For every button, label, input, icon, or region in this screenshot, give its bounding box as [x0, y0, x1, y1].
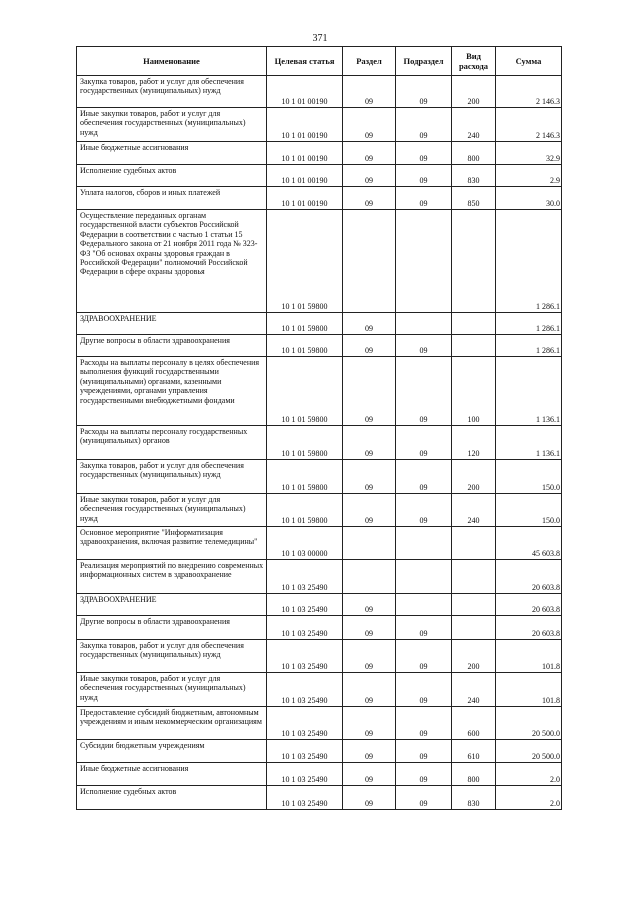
table-row [77, 165, 562, 187]
table-row [77, 616, 562, 640]
row-sum: 1 136.1 [496, 357, 562, 426]
row-code: 10 1 01 00190 [267, 187, 343, 210]
row-sum: 45 603.8 [496, 527, 562, 560]
header-razdel: Раздел [343, 47, 396, 76]
header-name: Наименование [77, 47, 267, 76]
row-podrazdel: 09 [396, 187, 452, 210]
row-razdel: 09 [343, 786, 396, 810]
row-vid: 610 [452, 740, 496, 763]
row-podrazdel: 09 [396, 740, 452, 763]
row-name: Иные закупки товаров, работ и услуг для обеспечения государственных (муниципальных) нужд [77, 673, 267, 707]
row-code: 10 1 03 25490 [267, 707, 343, 740]
row-code: 10 1 03 00000 [267, 527, 343, 560]
row-sum: 32.9 [496, 142, 562, 165]
row-sum: 30.0 [496, 187, 562, 210]
row-vid [452, 594, 496, 616]
table-row [77, 210, 562, 313]
row-name: Закупка товаров, работ и услуг для обеспечения государственных (муниципальных) нужд [77, 76, 267, 108]
row-name: Другие вопросы в области здравоохранения [77, 335, 267, 357]
page-number: 371 [312, 33, 328, 44]
row-vid: 600 [452, 707, 496, 740]
row-razdel: 09 [343, 707, 396, 740]
row-vid [452, 210, 496, 313]
table-row [77, 673, 562, 707]
row-razdel: 09 [343, 494, 396, 527]
row-code: 10 1 01 00190 [267, 165, 343, 187]
table-row [77, 187, 562, 210]
row-code: 10 1 03 25490 [267, 594, 343, 616]
row-razdel [343, 210, 396, 313]
row-vid: 850 [452, 187, 496, 210]
row-vid: 800 [452, 763, 496, 786]
table-row [77, 335, 562, 357]
row-vid [452, 560, 496, 594]
row-podrazdel: 09 [396, 786, 452, 810]
row-podrazdel: 09 [396, 707, 452, 740]
row-vid [452, 335, 496, 357]
row-podrazdel: 09 [396, 640, 452, 673]
row-vid [452, 616, 496, 640]
table-row [77, 594, 562, 616]
row-vid: 200 [452, 76, 496, 108]
table-row [77, 560, 562, 594]
row-podrazdel: 09 [396, 426, 452, 460]
row-razdel: 09 [343, 673, 396, 707]
row-name: Уплата налогов, сборов и иных платежей [77, 187, 267, 210]
row-name: Осуществление переданных органам государственной власти субъектов Российской Федерации в соответствии с частью 1 статьи 15 Федерального закона от 21 ноября 2011 года № 323-ФЗ "Об основах охраны здоровья граждан в Российской Федерации" полномочий Российской Федерации в сфере охраны здоровья [77, 210, 267, 313]
row-name: Исполнение судебных актов [77, 165, 267, 187]
row-podrazdel: 09 [396, 165, 452, 187]
row-sum: 101.8 [496, 640, 562, 673]
table-row [77, 527, 562, 560]
row-code: 10 1 01 00190 [267, 142, 343, 165]
header-podrazdel: Подраздел [396, 47, 452, 76]
table-row [77, 740, 562, 763]
row-sum: 2.9 [496, 165, 562, 187]
row-podrazdel: 09 [396, 494, 452, 527]
table-row [77, 494, 562, 527]
row-podrazdel: 09 [396, 763, 452, 786]
table-row [77, 426, 562, 460]
row-name: Иные бюджетные ассигнования [77, 763, 267, 786]
row-code: 10 1 01 59800 [267, 210, 343, 313]
row-razdel: 09 [343, 335, 396, 357]
row-name: Расходы на выплаты персоналу государственных (муниципальных) органов [77, 426, 267, 460]
row-sum: 20 603.8 [496, 594, 562, 616]
header-sum: Сумма [496, 47, 562, 76]
row-vid: 240 [452, 673, 496, 707]
row-code: 10 1 03 25490 [267, 786, 343, 810]
row-vid [452, 313, 496, 335]
row-code: 10 1 01 59800 [267, 426, 343, 460]
row-vid: 830 [452, 165, 496, 187]
table-header-row [77, 47, 562, 76]
row-razdel [343, 560, 396, 594]
table-row [77, 357, 562, 426]
row-sum: 2.0 [496, 763, 562, 786]
row-name: Иные бюджетные ассигнования [77, 142, 267, 165]
row-vid: 240 [452, 108, 496, 142]
row-code: 10 1 01 59800 [267, 335, 343, 357]
row-sum: 2 146.3 [496, 108, 562, 142]
row-razdel: 09 [343, 76, 396, 108]
row-code: 10 1 03 25490 [267, 763, 343, 786]
row-sum: 150.0 [496, 460, 562, 494]
row-razdel [343, 527, 396, 560]
row-name: Расходы на выплаты персоналу в целях обеспечения выполнения функций государственными (муниципальными) органами, казенными учреждениями, органами управления государственными внебюджетными фондами [77, 357, 267, 426]
budget-table [76, 46, 562, 810]
row-razdel: 09 [343, 594, 396, 616]
row-sum: 2 146.3 [496, 76, 562, 108]
table-row [77, 142, 562, 165]
row-podrazdel: 09 [396, 616, 452, 640]
row-vid: 800 [452, 142, 496, 165]
row-sum: 20 500.0 [496, 740, 562, 763]
row-podrazdel: 09 [396, 357, 452, 426]
row-podrazdel: 09 [396, 673, 452, 707]
table-row [77, 786, 562, 810]
row-name: Субсидии бюджетным учреждениям [77, 740, 267, 763]
row-sum: 101.8 [496, 673, 562, 707]
table-row [77, 763, 562, 786]
table-row [77, 313, 562, 335]
row-code: 10 1 01 59800 [267, 313, 343, 335]
row-vid: 830 [452, 786, 496, 810]
row-code: 10 1 03 25490 [267, 740, 343, 763]
row-razdel: 09 [343, 763, 396, 786]
row-name: ЗДРАВООХРАНЕНИЕ [77, 313, 267, 335]
row-podrazdel [396, 210, 452, 313]
row-sum: 1 286.1 [496, 210, 562, 313]
header-vid: Вид расхода [452, 47, 496, 76]
row-razdel: 09 [343, 616, 396, 640]
row-podrazdel [396, 594, 452, 616]
row-code: 10 1 03 25490 [267, 640, 343, 673]
row-podrazdel: 09 [396, 335, 452, 357]
row-vid: 200 [452, 460, 496, 494]
row-name: Предоставление субсидий бюджетным, автономным учреждениям и иным некоммерческим организациям [77, 707, 267, 740]
row-code: 10 1 01 59800 [267, 357, 343, 426]
row-vid: 120 [452, 426, 496, 460]
row-razdel: 09 [343, 740, 396, 763]
table-row [77, 707, 562, 740]
table-row [77, 76, 562, 108]
row-name: Исполнение судебных актов [77, 786, 267, 810]
row-name: Реализация мероприятий по внедрению современных информационных систем в здравоохранение [77, 560, 267, 594]
row-name: Основное мероприятие "Информатизация здравоохранения, включая развитие телемедицины" [77, 527, 267, 560]
row-sum: 20 603.8 [496, 616, 562, 640]
row-sum: 2.0 [496, 786, 562, 810]
row-code: 10 1 01 00190 [267, 108, 343, 142]
table-row [77, 460, 562, 494]
row-sum: 1 286.1 [496, 335, 562, 357]
row-podrazdel: 09 [396, 460, 452, 494]
row-vid [452, 527, 496, 560]
row-podrazdel [396, 313, 452, 335]
row-name: Закупка товаров, работ и услуг для обеспечения государственных (муниципальных) нужд [77, 460, 267, 494]
row-code: 10 1 01 00190 [267, 76, 343, 108]
row-sum: 1 136.1 [496, 426, 562, 460]
row-razdel: 09 [343, 426, 396, 460]
row-razdel: 09 [343, 313, 396, 335]
row-name: Другие вопросы в области здравоохранения [77, 616, 267, 640]
row-podrazdel [396, 560, 452, 594]
row-name: Иные закупки товаров, работ и услуг для обеспечения государственных (муниципальных) нужд [77, 108, 267, 142]
row-vid: 200 [452, 640, 496, 673]
row-name: ЗДРАВООХРАНЕНИЕ [77, 594, 267, 616]
table-row [77, 640, 562, 673]
row-name: Закупка товаров, работ и услуг для обеспечения государственных (муниципальных) нужд [77, 640, 267, 673]
row-razdel: 09 [343, 640, 396, 673]
row-razdel: 09 [343, 187, 396, 210]
row-code: 10 1 03 25490 [267, 673, 343, 707]
row-code: 10 1 03 25490 [267, 560, 343, 594]
row-razdel: 09 [343, 165, 396, 187]
row-code: 10 1 01 59800 [267, 460, 343, 494]
row-vid: 100 [452, 357, 496, 426]
row-podrazdel: 09 [396, 142, 452, 165]
table-row [77, 108, 562, 142]
row-sum: 20 500.0 [496, 707, 562, 740]
row-sum: 150.0 [496, 494, 562, 527]
row-razdel: 09 [343, 142, 396, 165]
row-razdel: 09 [343, 357, 396, 426]
row-razdel: 09 [343, 108, 396, 142]
row-name: Иные закупки товаров, работ и услуг для обеспечения государственных (муниципальных) нужд [77, 494, 267, 527]
header-code: Целевая статья [267, 47, 343, 76]
row-podrazdel: 09 [396, 76, 452, 108]
row-code: 10 1 03 25490 [267, 616, 343, 640]
row-podrazdel: 09 [396, 108, 452, 142]
row-sum: 20 603.8 [496, 560, 562, 594]
row-code: 10 1 01 59800 [267, 494, 343, 527]
row-podrazdel [396, 527, 452, 560]
row-razdel: 09 [343, 460, 396, 494]
row-sum: 1 286.1 [496, 313, 562, 335]
row-vid: 240 [452, 494, 496, 527]
